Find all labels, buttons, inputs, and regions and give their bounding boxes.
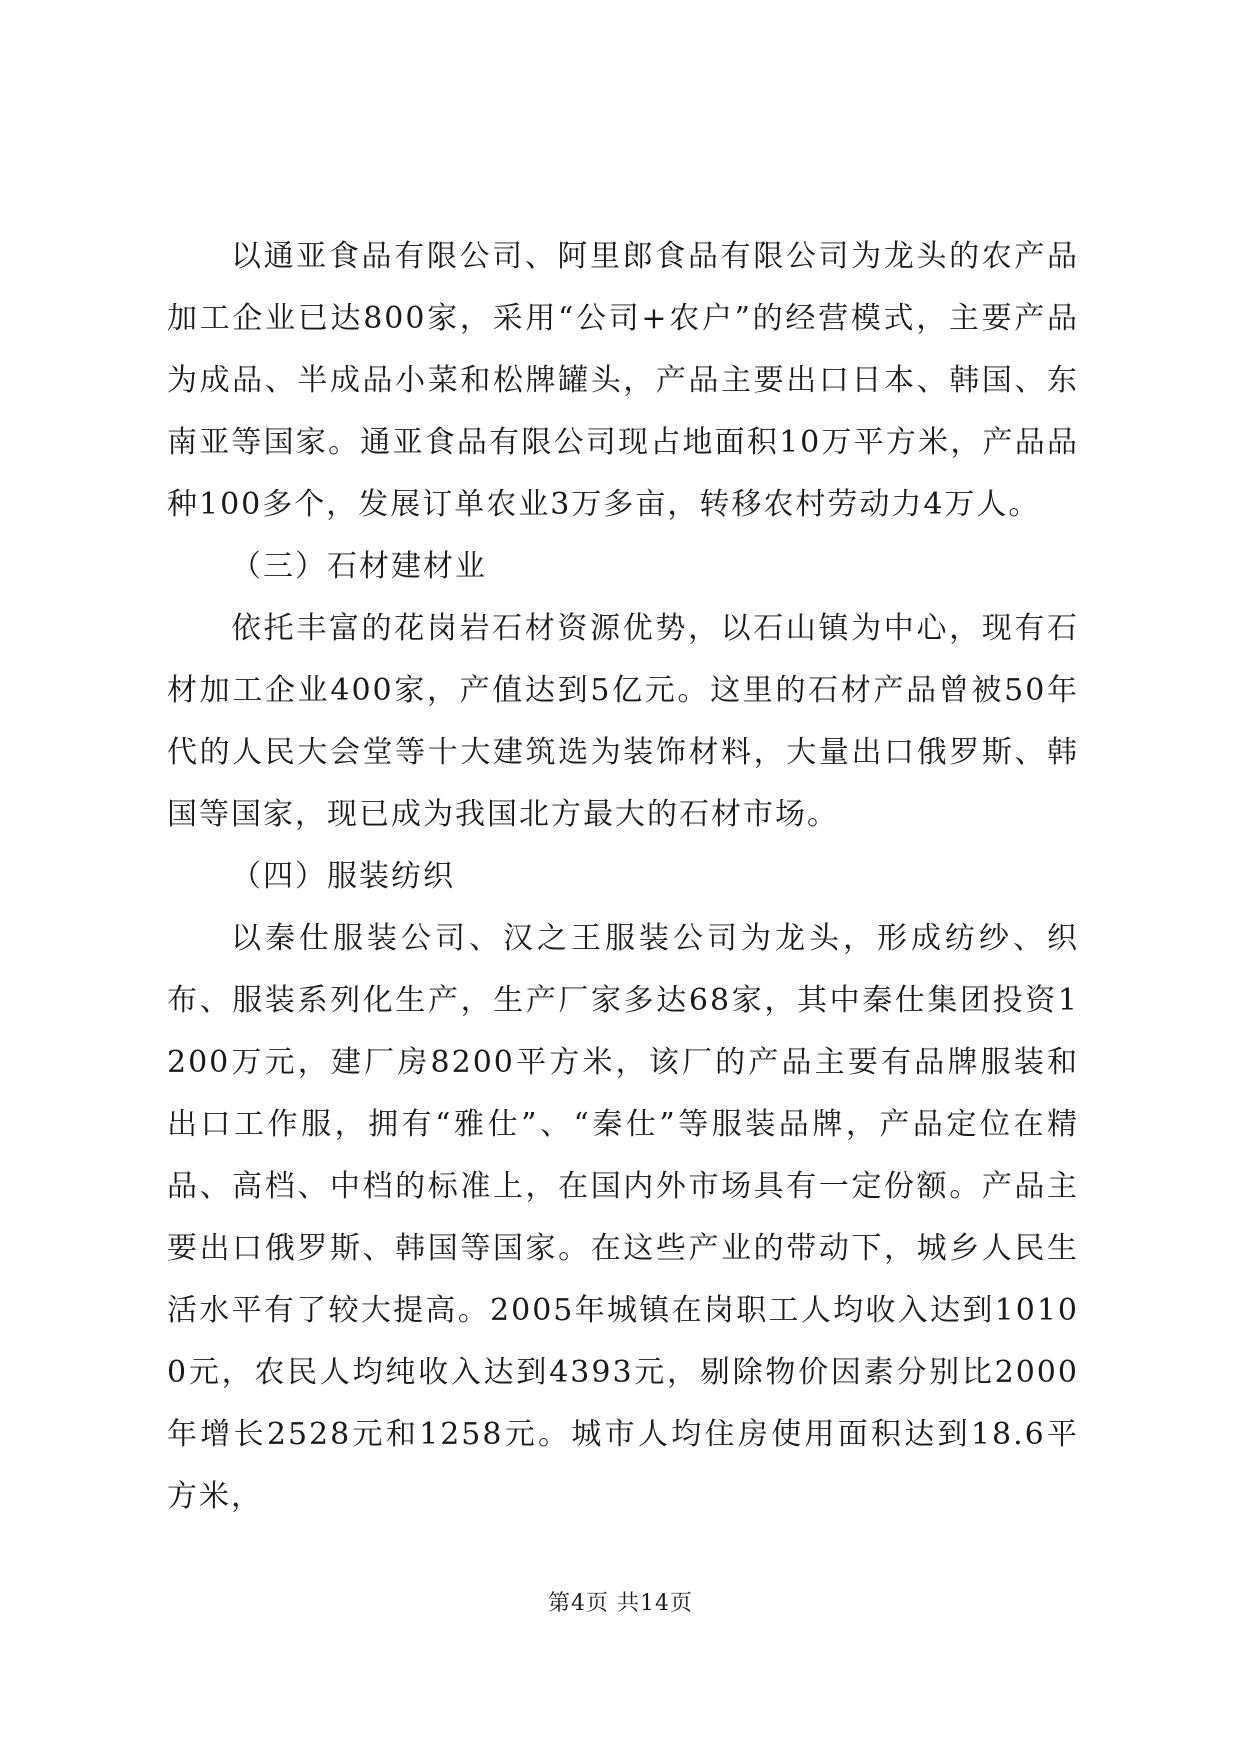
section-heading-garment-textile: （四）服装纺织 <box>231 859 455 894</box>
paragraph-garment-textile: 以秦仕服装公司、汉之王服装公司为龙头，形成纺纱、织布、服装系列化生产，生产厂家多达68家，其中秦仕集团投资1200万元，建厂房8200平方米，该厂的产品主要有品牌服装和出口工作服，拥有“雅仕”、“秦仕”等服装品牌，产品定位在精品、高档、中档的标准上，在国内外市场具有一定份额。产品主要出口俄罗斯、韩国等国家。在这些产业的带动下，城乡人民生活水平有了较大提高。2005年城镇在岗职工人均收入达到10100元，农民人均纯收入达到4393元，剔除物价因素分别比2000年增长2528元和1258元。城市人均住房使用面积达到18.6平方米， <box>167 921 1079 1514</box>
section-heading-stone-materials: （三）石材建材业 <box>231 549 487 584</box>
page-number-footer: 第4页 共14页 <box>548 1591 693 1616</box>
paragraph-agri-processing: 以通亚食品有限公司、阿里郎食品有限公司为龙头的农产品加工企业已达800家，采用“公司+农户”的经营模式，主要产品为成品、半成品小菜和松牌罐头，产品主要出口日本、韩国、东南亚等国家。通亚食品有限公司现占地面积10万平方米，产品品种100多个，发展订单农业3万多亩，转移农村劳动力4万人。 <box>167 239 1079 522</box>
paragraph-stone-materials: 依托丰富的花岗岩石材资源优势，以石山镇为中心，现有石材加工企业400家，产值达到5亿元。这里的石材产品曾被50年代的人民大会堂等十大建筑选为装饰材料，大量出口俄罗斯、韩国等国家，现已成为我国北方最大的石材市场。 <box>167 611 1079 832</box>
document-body <box>167 226 1079 1528</box>
